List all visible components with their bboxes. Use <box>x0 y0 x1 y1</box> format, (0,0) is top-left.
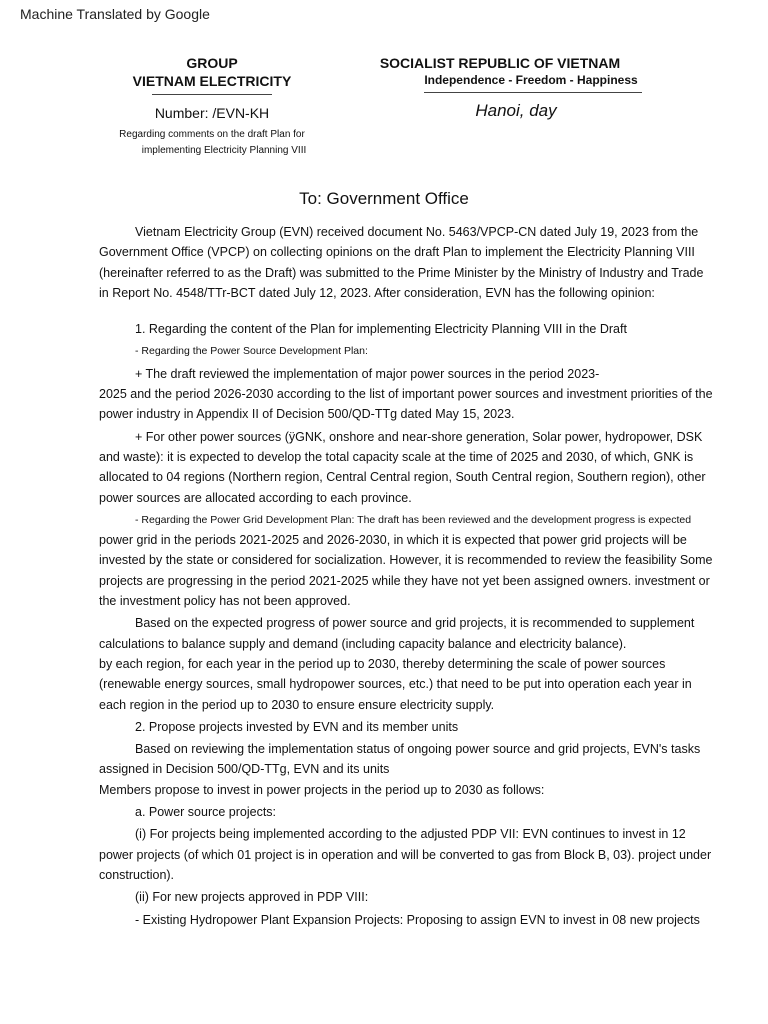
intro-paragraph: Vietnam Electricity Group (EVN) received document No. 5463/VPCP-CN dated July 19, 2023 from the Government Office (VPCP) on collecting opinions on the draft Plan to implement the Electricity Planning VIII (hereinafter referred to as the Draft) was submitted to the Prime Minister by the Ministry of Industry and Trade in Report No. 4548/TTr-BCT dated July 12, 2023. After consideration, EVN has the following opinion: <box>99 225 704 300</box>
review-first-line: Based on reviewing the implementation status of ongoing power source and grid projects, EVN's tasks <box>135 742 701 757</box>
national-header-block <box>344 54 674 121</box>
item-ii-line: (ii) For new projects approved in PDP VIII: <box>135 890 369 905</box>
letter-body <box>99 222 715 930</box>
section-1-title: 1. Regarding the content of the Plan for implementing Electricity Planning VIII in the Draft <box>135 322 627 337</box>
subsection-a-title: a. Power source projects: <box>135 805 277 820</box>
issuer-org-line2: VIETNAM ELECTRICITY <box>132 73 292 89</box>
issuer-block <box>100 54 324 159</box>
bullet-1-continuation: 2025 and the period 2026-2030 according to the list of important power sources and investment priorities of the power industry in Appendix II of Decision 500/QD-TTg dated May 15, 2023. <box>99 387 713 422</box>
document-subject <box>100 127 324 159</box>
motto-divider <box>424 92 642 93</box>
bullet-2-paragraph: + For other power sources (ÿGNK, onshore and near-shore generation, Solar power, hydropower, DSK and waste): it is expected to develop the total capacity scale at the time of 2025 and 2030, of which, GNK is allocated to 04 regions (Northern region, Central Central region, South Central region, Southern region), other power sources are allocated according to each province. <box>99 429 706 505</box>
balance-paragraph: by each region, for each year in the period up to 2030, thereby determining the scale of power sources (renewable energy sources, small hydropower sources, etc.) that need to be put into operation each year in each region in the period up to 2030 to ensure ensure electricity supply. <box>99 656 692 712</box>
grid-paragraph: power grid in the periods 2021-2025 and 2026-2030, in which it is expected that power grid projects will be invested by the state or considered for socialization. However, it is recommended to review the feasibility Some projects are progressing in the period 2021-2025 while they have not yet been assigned owners. investment or the investment policy has not been approved. <box>99 533 713 609</box>
national-motto: Independence - Freedom - Happiness <box>424 73 638 87</box>
grid-heading: - Regarding the Power Grid Development Plan: The draft has been reviewed and the development progress is expected <box>135 513 692 526</box>
place-date: Hanoi, day <box>475 101 557 120</box>
section-2-title: 2. Propose projects invested by EVN and its member units <box>135 719 459 734</box>
recipient-line: To: Government Office <box>299 189 469 208</box>
balance-first-line: Based on the expected progress of power source and grid projects, it is recommended to supplement <box>135 616 695 631</box>
balance-second-line: calculations to balance supply and demand (including capacity balance and electricity balance). <box>99 636 627 651</box>
review-second-line: assigned in Decision 500/QD-TTg, EVN and its units <box>99 762 390 777</box>
document-number: Number: /EVN-KH <box>154 105 270 121</box>
document-subject-line1: Regarding comments on the draft Plan for <box>119 129 305 140</box>
issuer-org-line1: GROUP <box>186 55 238 71</box>
country-name: SOCIALIST REPUBLIC OF VIETNAM <box>379 55 621 71</box>
hydropower-expansion-line: - Existing Hydropower Plant Expansion Projects: Proposing to assign EVN to invest in 08 new projects <box>135 912 700 927</box>
power-source-heading: - Regarding the Power Source Development Plan: <box>135 345 368 358</box>
machine-translation-banner: Machine Translated by Google <box>20 6 210 22</box>
review-third-line: Members propose to invest in power projects in the period up to 2030 as follows: <box>99 782 545 797</box>
document-subject-line2: implementing Electricity Planning VIII <box>141 145 307 156</box>
bullet-1-first-line: + The draft reviewed the implementation of major power sources in the period 2023- <box>135 366 600 381</box>
issuer-divider <box>152 94 272 95</box>
item-i-paragraph: (i) For projects being implemented according to the adjusted PDP VII: EVN continues to invest in 12 power projects (of which 01 project is in operation and will be converted to gas from Block B, 03). project under construction). <box>99 827 712 882</box>
